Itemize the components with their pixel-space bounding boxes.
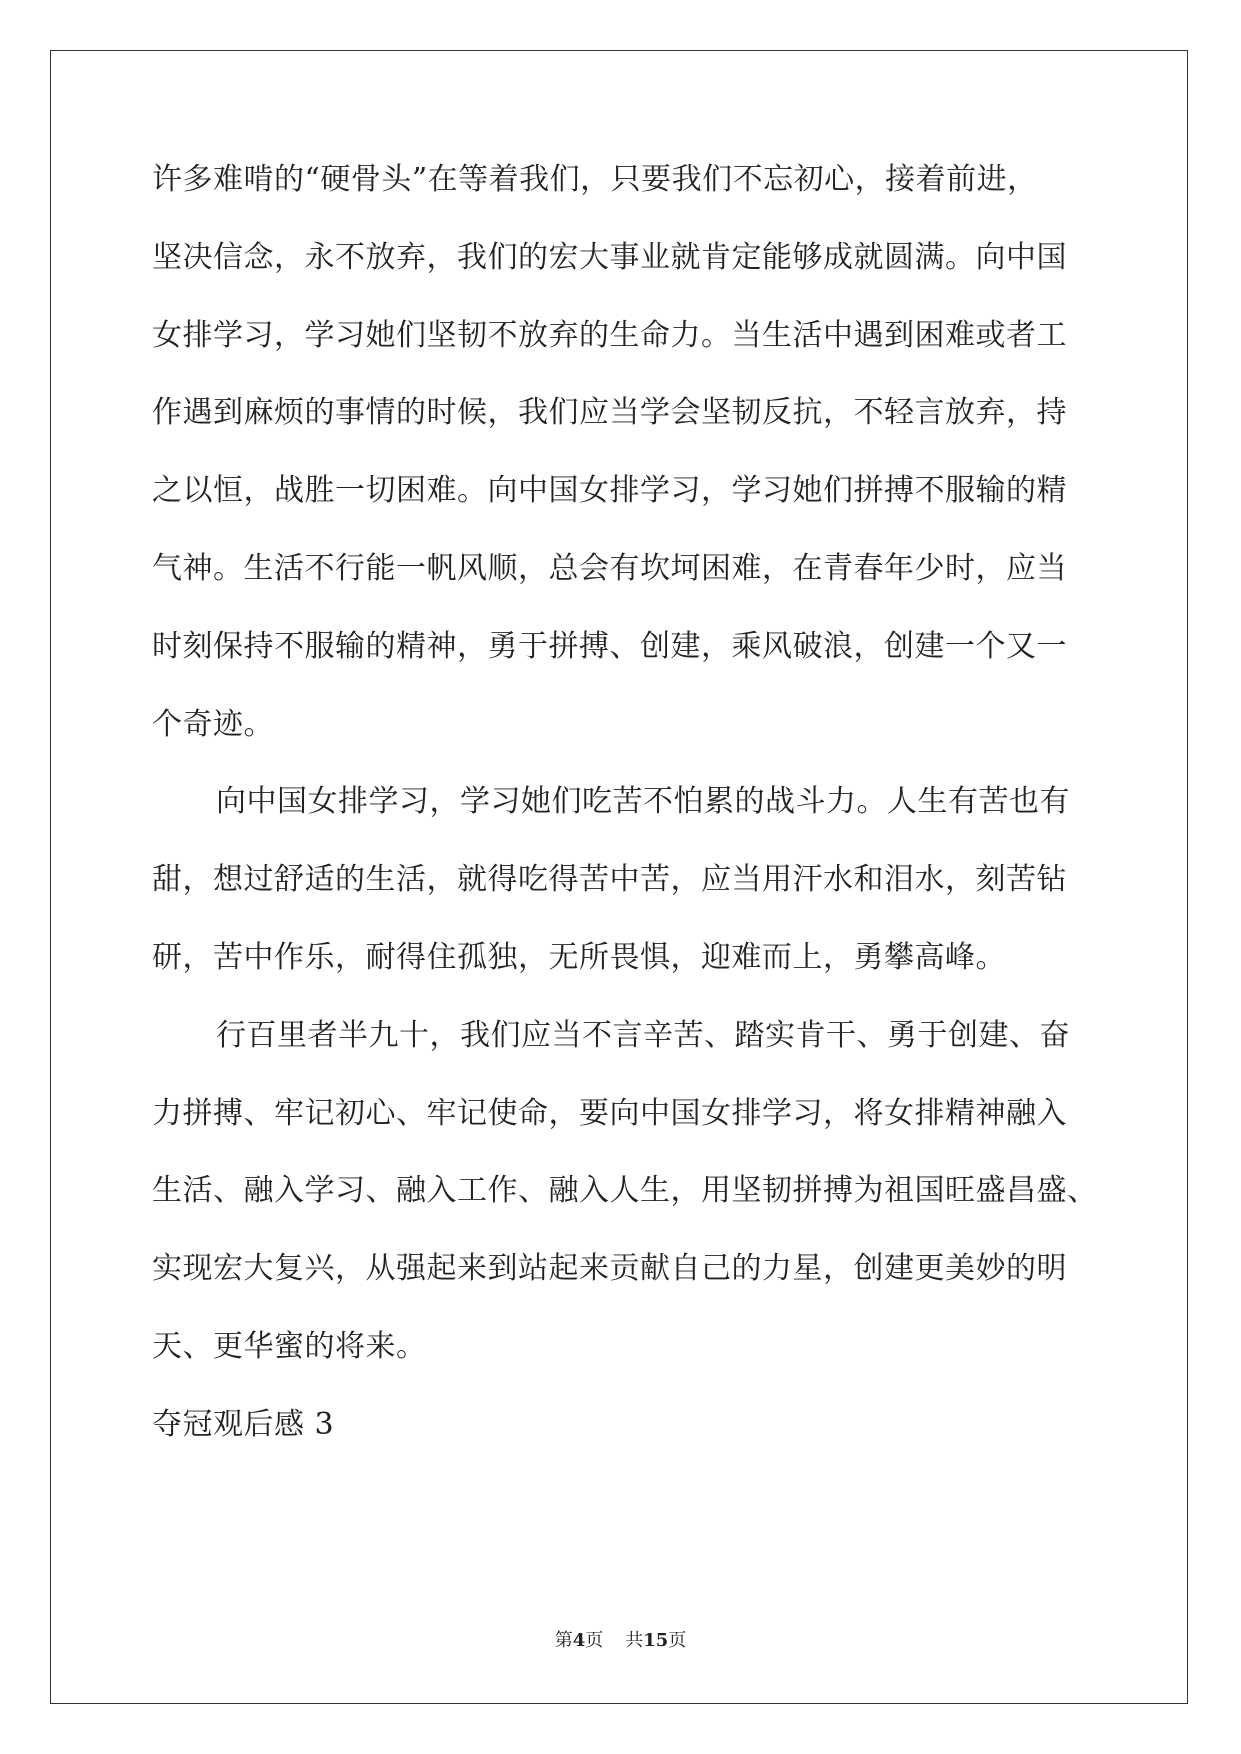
text-line: 许多难啃的“硬骨头”在等着我们，只要我们不忘初心，接着前进， (152, 162, 1038, 197)
text-line: 力拼搏、牢记初心、牢记使命，要向中国女排学习，将女排精神融入 (152, 1095, 1067, 1131)
paragraph-start-line: 向中国女排学习，学习她们吃苦不怕累的战斗力。人生有苦也有 (216, 784, 1070, 820)
text-line: 作遇到麻烦的事情的时候，我们应当学会坚韧反抗，不轻言放弃，持 (152, 395, 1067, 431)
total-prefix: 共 (625, 1630, 644, 1651)
text-line: 天、更华蜜的将来。 (152, 1328, 427, 1364)
text-line: 时刻保持不服输的精神，勇于拼搏、创建，乘风破浪，创建一个又一 (152, 628, 1067, 664)
document-body (152, 155, 1098, 1478)
text-line: 研，苦中作乐，耐得住孤独，无所畏惧，迎难而上，勇攀高峰。 (152, 939, 1006, 975)
page-number: 4 (572, 1630, 586, 1651)
total-suffix: 页 (668, 1630, 687, 1651)
text-line: 生活、融入学习、融入工作、融入人生，用坚韧拼搏为祖国旺盛昌盛、 (152, 1173, 1098, 1209)
text-line: 个奇迹。 (152, 706, 274, 742)
page-suffix: 页 (585, 1630, 604, 1651)
page-footer (0, 1626, 1241, 1652)
page-prefix: 第 (554, 1630, 573, 1651)
text-line: 甜，想过舒适的生活，就得吃得苦中苦，应当用汗水和泪水，刻苦钻 (152, 862, 1067, 898)
total-pages: 15 (643, 1630, 669, 1651)
text-line: 坚决信念，永不放弃，我们的宏大事业就肯定能够成就圆满。向中国 (152, 239, 1067, 275)
section-heading: 夺冠观后感 3 (152, 1406, 335, 1442)
text-line: 女排学习，学习她们坚韧不放弃的生命力。当生活中遇到困难或者工 (152, 317, 1067, 353)
text-line: 之以恒，战胜一切困难。向中国女排学习，学习她们拼搏不服输的精 (152, 473, 1067, 509)
text-line: 气神。生活不行能一帆风顺，总会有坎坷困难，在青春年少时，应当 (152, 550, 1067, 586)
paragraph-start-line: 行百里者半九十，我们应当不言辛苦、踏实肯干、勇于创建、奋 (216, 1017, 1070, 1053)
text-line: 实现宏大复兴，从强起来到站起来贡献自己的力星，创建更美妙的明 (152, 1251, 1067, 1287)
